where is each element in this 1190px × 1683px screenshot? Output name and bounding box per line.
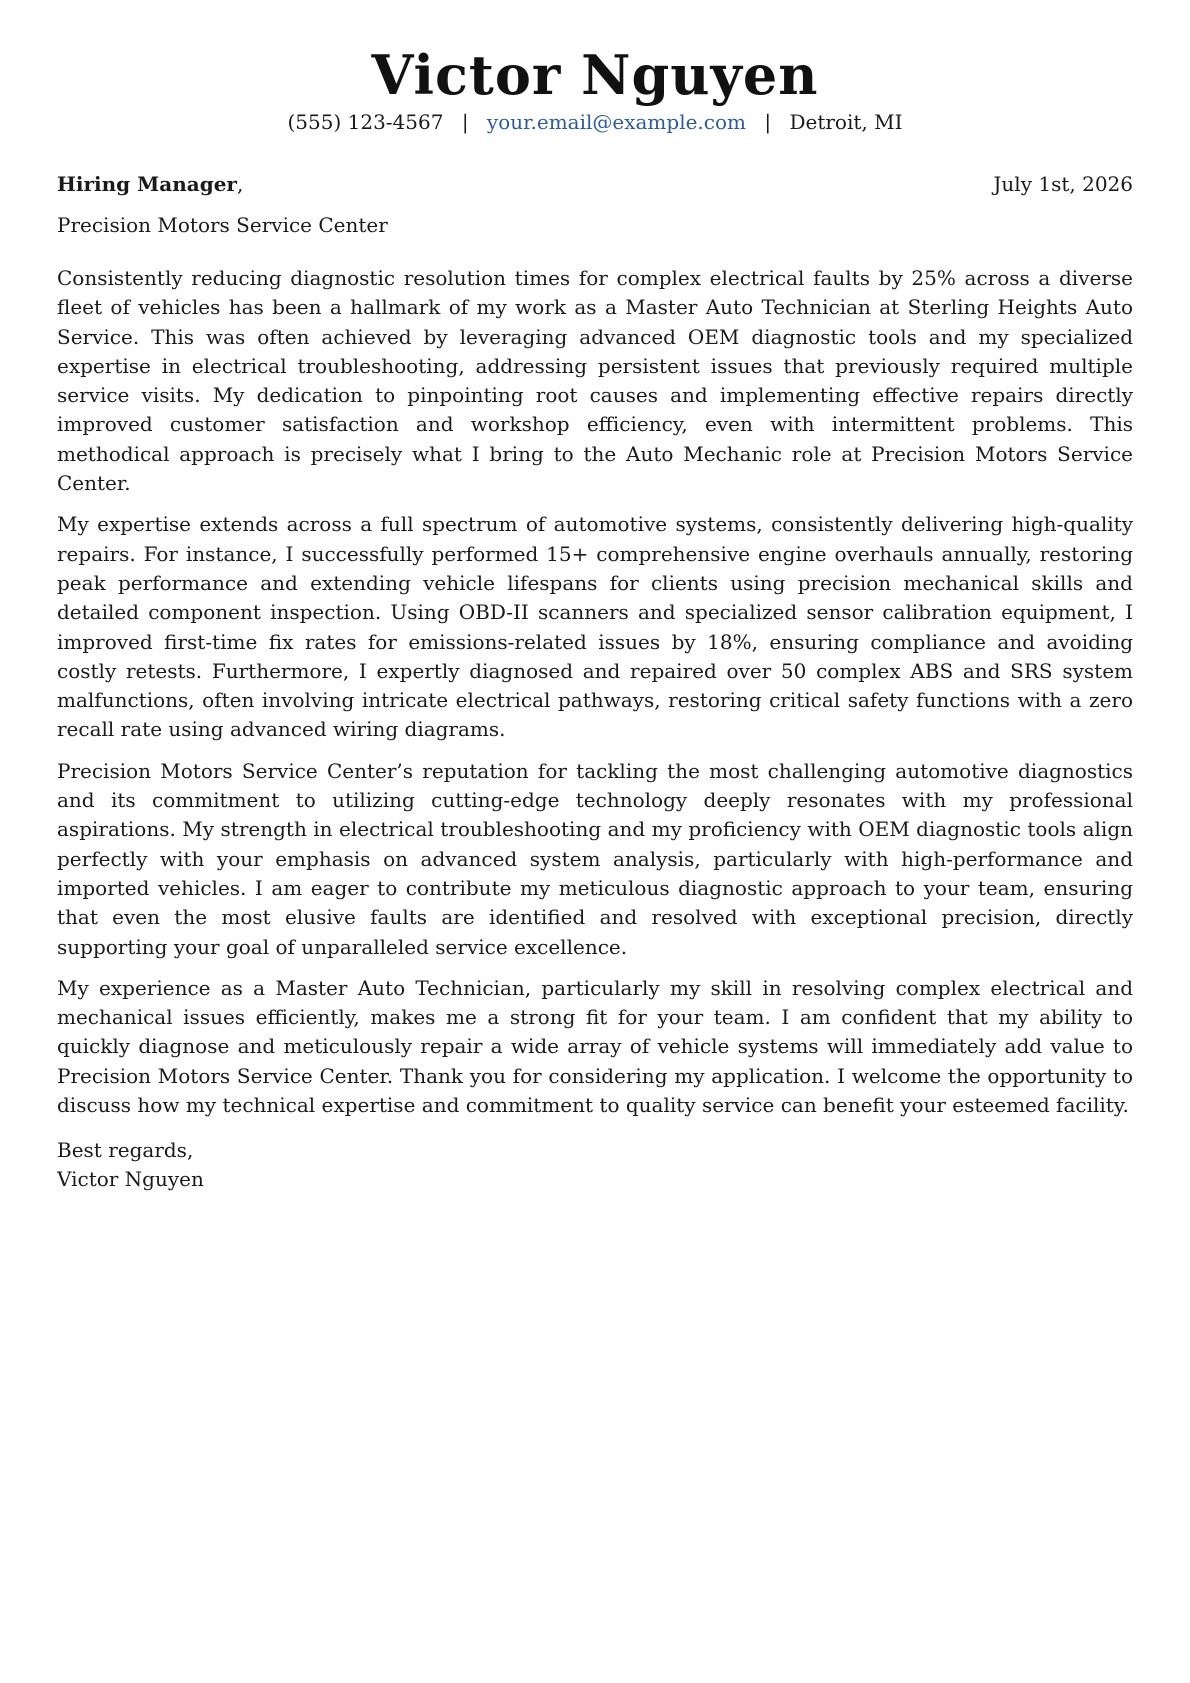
- email-link[interactable]: your.email@example.com: [486, 110, 746, 134]
- body-paragraph: My experience as a Master Auto Technician, particularly my skill in resolving complex electrical and mechanical issues efficiently, makes me a strong fit for your team. I am confident that my ability to quickly diagnose and meticulously repair a wide array of vehicle systems will immediately add value to Precision Motors Service Center. Thank you for considering my application. I welcome the opportunity to discuss how my technical expertise and commitment to quality service can benefit your esteemed facility.: [57, 975, 1133, 1118]
- recipient: [57, 170, 243, 198]
- recipient-date-row: [57, 170, 1133, 198]
- location: Detroit, MI: [789, 110, 903, 134]
- recipient-company: Precision Motors Service Center: [57, 213, 388, 237]
- applicant-name: Victor Nguyen: [371, 43, 819, 107]
- letter-closing: [57, 1136, 1133, 1194]
- recipient-comma: ,: [236, 172, 244, 196]
- letter-body: [57, 264, 1133, 1120]
- body-paragraph: My expertise extends across a full spectrum of automotive systems, consistently delivering high-quality repairs. For instance, I successfully performed 15+ comprehensive engine overhauls annually, restoring peak performance and extending vehicle lifespans for clients using precision mechanical skills and detailed component inspection. Using OBD-II scanners and specialized sensor calibration equipment, I improved first-time fix rates for emissions-related issues by 18%, ensuring compliance and avoiding costly retests. Furthermore, I expertly diagnosed and repaired over 50 complex ABS and SRS system malfunctions, often involving intricate electrical pathways, restoring critical safety functions with a zero recall rate using advanced wiring diagrams.: [57, 512, 1133, 742]
- body-paragraph: Consistently reducing diagnostic resolution times for complex electrical faults by 25% across a diverse fleet of vehicles has been a hallmark of my work as a Master Auto Technician at Sterling Heights Auto Service. This was often achieved by leveraging advanced OEM diagnostic tools and my specialized expertise in electrical troubleshooting, addressing persistent issues that previously required multiple service visits. My dedication to pinpointing root causes and implementing effective repairs directly improved customer satisfaction and workshop efficiency, even with intermittent problems. This methodical approach is precisely what I bring to the Auto Mechanic role at Precision Motors Service Center.: [57, 266, 1133, 496]
- contact-separator: |: [764, 110, 772, 134]
- signature-name: Victor Nguyen: [57, 1167, 204, 1192]
- letter-date: July 1st, 2026: [993, 172, 1133, 196]
- phone-number: (555) 123-4567: [287, 110, 444, 134]
- contact-separator: |: [461, 110, 469, 134]
- recipient-title: Hiring Manager: [57, 172, 237, 196]
- closing-salutation: Best regards,: [57, 1138, 194, 1163]
- contact-line: [57, 108, 1133, 136]
- body-paragraph: Precision Motors Service Center’s reputation for tackling the most challenging automotive diagnostics and its commitment to utilizing cutting-edge technology deeply resonates with my professional aspirations. My strength in electrical troubleshooting and my proficiency with OEM diagnostic tools align perfectly with your emphasis on advanced system analysis, particularly with high-performance and imported vehicles. I am eager to contribute my meticulous diagnostic approach to your team, ensuring that even the most elusive faults are identified and resolved with exceptional precision, directly supporting your goal of unparalleled service excellence.: [57, 758, 1133, 959]
